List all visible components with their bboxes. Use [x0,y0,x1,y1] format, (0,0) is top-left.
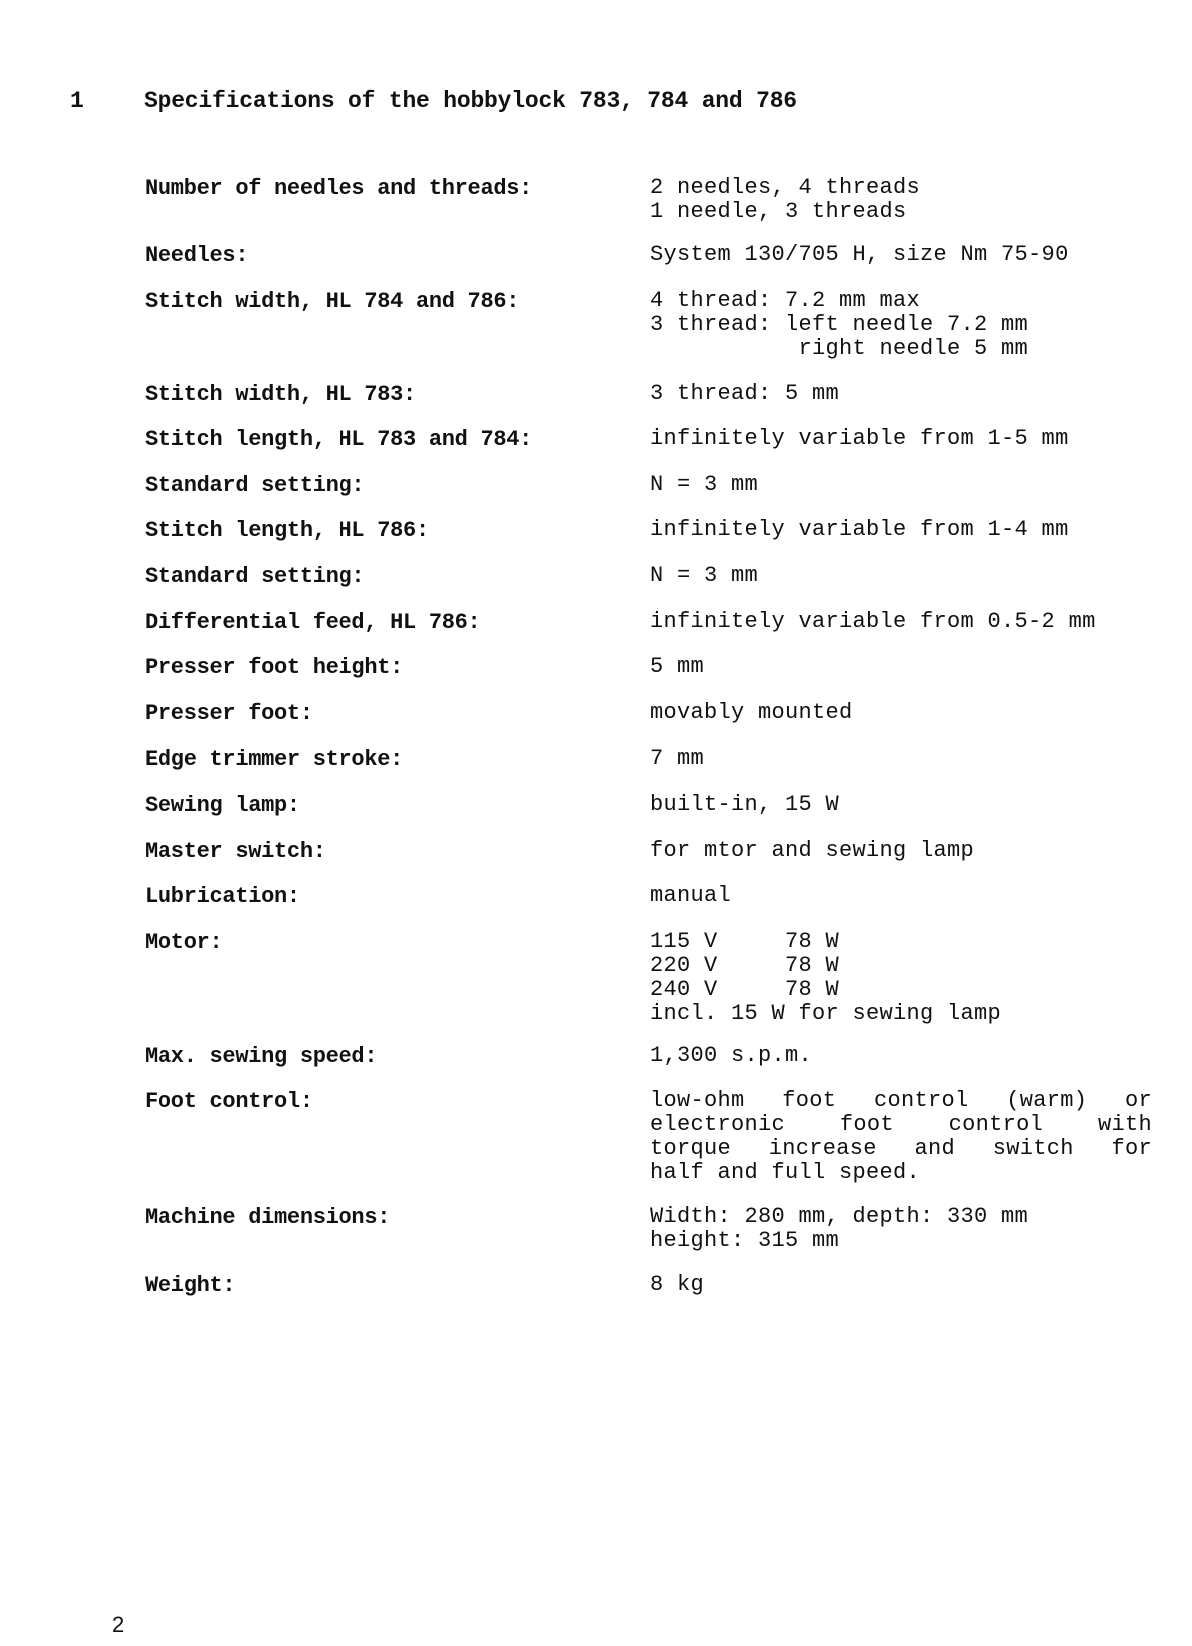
spec-value-line: infinitely variable from 1-5 mm [650,426,1069,451]
spec-value-line: manual [650,883,732,908]
spec-value-line: Width: 280 mm, depth: 330 mm [650,1204,1029,1229]
spec-value [650,1044,812,1068]
spec-label: Stitch length, HL 783 and 784: [145,427,533,452]
spec-value [650,839,974,863]
spec-value-line: 220 V 78 W [650,953,840,978]
spec-label: Machine dimensions: [145,1205,391,1230]
spec-value [650,747,704,771]
spec-label: Stitch width, HL 784 and 786: [145,289,520,314]
spec-label: Number of needles and threads: [145,176,533,201]
spec-value [650,1273,704,1297]
spec-value-line: movably mounted [650,700,853,725]
section-title: Specifications of the hobbylock 783, 784 and 786 [144,88,797,114]
spec-label: Edge trimmer stroke: [145,747,404,772]
spec-value-line: low-ohm foot control (warm) or [650,1088,1152,1113]
spec-value [650,610,1096,634]
spec-value [650,473,758,497]
spec-value [650,655,704,679]
spec-label: Stitch width, HL 783: [145,382,416,407]
spec-label: Differential feed, HL 786: [145,610,481,635]
spec-value-line: System 130/705 H, size Nm 75-90 [650,242,1069,267]
spec-value [650,884,731,908]
spec-value-line: height: 315 mm [650,1228,840,1253]
spec-value-line: 240 V 78 W [650,977,840,1002]
spec-value-line: 7 mm [650,746,705,771]
spec-label: Standard setting: [145,564,365,589]
spec-value-line: 3 thread: 5 mm [650,381,840,406]
spec-value [650,382,839,406]
spec-value [650,1205,1028,1253]
spec-value-line: 8 kg [650,1272,705,1297]
spec-value [650,701,853,725]
spec-value [650,564,758,588]
spec-value-line: infinitely variable from 1-4 mm [650,517,1069,542]
spec-value-line: built-in, 15 W [650,792,840,817]
spec-label: Presser foot height: [145,655,404,680]
spec-label: Weight: [145,1273,236,1298]
spec-value-line: right needle 5 mm [650,336,1029,361]
spec-value-line: 5 mm [650,654,705,679]
spec-value [650,243,1069,267]
spec-label: Standard setting: [145,473,365,498]
spec-value [650,518,1069,542]
spec-label: Max. sewing speed: [145,1044,378,1069]
spec-value [650,930,1001,1026]
spec-value-line: 1 needle, 3 threads [650,199,907,224]
spec-label: Presser foot: [145,701,313,726]
spec-value [650,289,1028,361]
spec-label: Lubrication: [145,884,300,909]
spec-value-line: 2 needles, 4 threads [650,175,921,200]
spec-label: Sewing lamp: [145,793,300,818]
spec-value [650,793,839,817]
spec-label: Needles: [145,243,249,268]
spec-value-line: electronic foot control with [650,1112,1152,1137]
spec-value-line: N = 3 mm [650,472,759,497]
spec-value-line: 3 thread: left needle 7.2 mm [650,312,1029,337]
spec-value-line: for mtor and sewing lamp [650,838,975,863]
spec-value [650,1089,1152,1185]
spec-label: Master switch: [145,839,326,864]
spec-value [650,176,920,224]
spec-value-line: 1,300 s.p.m. [650,1043,813,1068]
spec-value-line: 115 V 78 W [650,929,840,954]
spec-value-line: N = 3 mm [650,563,759,588]
spec-label: Foot control: [145,1089,313,1114]
section-number: 1 [70,88,84,114]
spec-value-line: 4 thread: 7.2 mm max [650,288,921,313]
spec-label: Motor: [145,930,223,955]
spec-value-line: torque increase and switch for [650,1136,1152,1161]
spec-label: Stitch length, HL 786: [145,518,429,543]
spec-value-line: half and full speed. [650,1160,921,1185]
spec-value-line: incl. 15 W for sewing lamp [650,1001,1002,1026]
spec-value [650,427,1069,451]
page-number: 2 [112,1612,125,1637]
spec-value-line: infinitely variable from 0.5-2 mm [650,609,1096,634]
